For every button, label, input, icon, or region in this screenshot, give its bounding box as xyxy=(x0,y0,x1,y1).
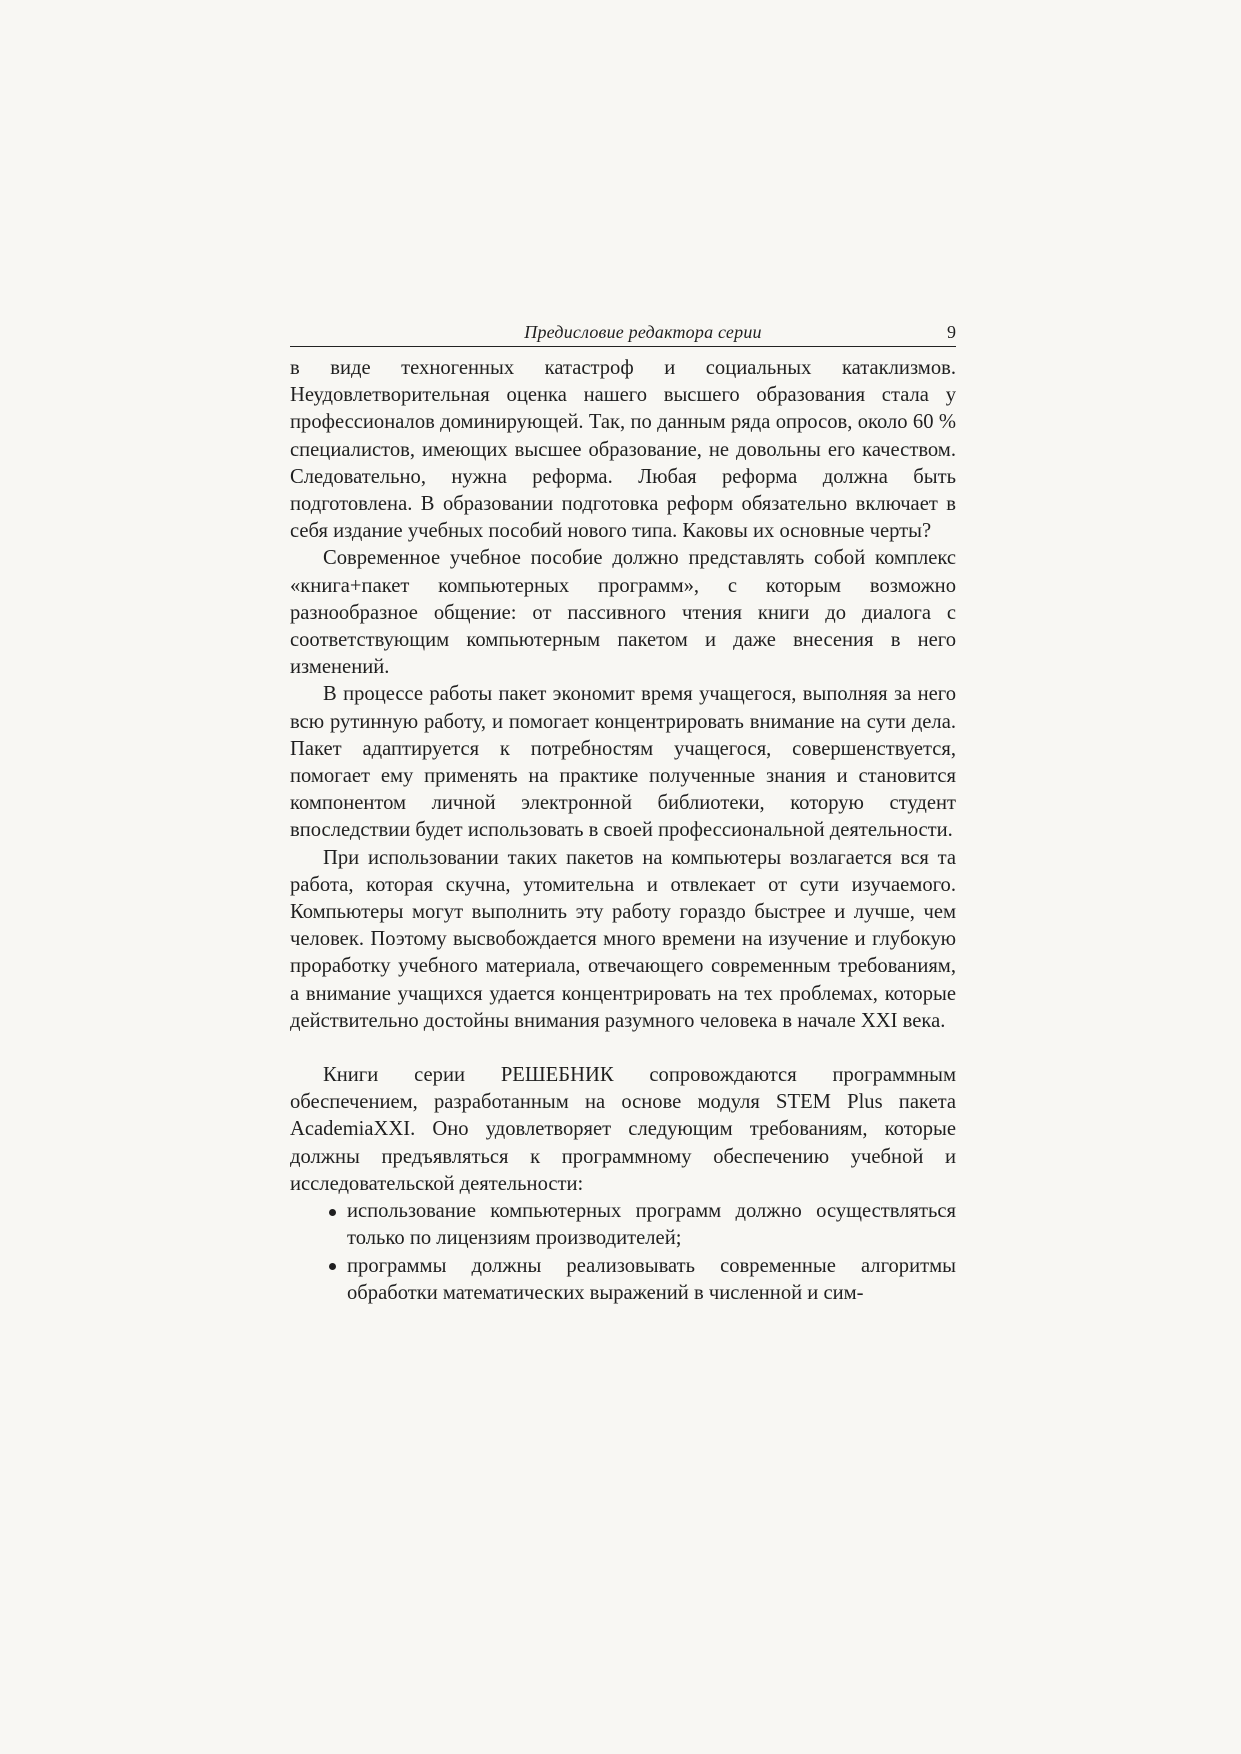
list-item xyxy=(290,1253,956,1307)
list-item-text: использование компьютерных программ должно осуществляться только по лицензиям производителей; xyxy=(347,1200,956,1250)
paragraph-continuation: в виде техногенных катастроф и социальных катаклизмов. Неудовлетворительная оценка нашего высшего образования стала у профессионалов доминирующей. Так, по данным ряда опросов, около 60 % специалистов, имеющих высшее образование, не довольны его качеством. Следовательно, нужна реформа. Любая реформа должна быть подготовлена. В образовании подготовка реформ обязательно включает в себя издание учебных пособий нового типа. Каковы их основные черты? xyxy=(290,357,956,543)
book-page xyxy=(290,322,956,1307)
paragraph-software: Книги серии РЕШЕБНИК сопровождаются программным обеспечением, разработанным на основе модуля STEM Plus пакета AcademiaXXI. Оно удовлетворяет следующим требованиям, которые должны предъявляться к программному обеспечению учебной и исследовательской деятельности: xyxy=(290,1064,956,1195)
running-head xyxy=(290,322,956,347)
running-title: Предисловие редактора серии xyxy=(524,322,762,342)
page-content xyxy=(290,355,956,1307)
page-number: 9 xyxy=(947,322,956,342)
paragraph: Современное учебное пособие должно представлять собой комплекс «книга+пакет компьютерных программ», с которым возможно разнообразное общение: от пассивного чтения книги до диалога с соответствующим компьютерным пакетом и даже внесения в него изменений. xyxy=(290,547,956,679)
bullet-icon xyxy=(325,1198,339,1225)
requirements-list xyxy=(290,1198,956,1307)
paragraph: При использовании таких пакетов на компьютеры возлагается вся та работа, которая скучна, утомительна и отвлекает от сути изучаемого. Компьютеры могут выполнить эту работу гораздо быстрее и лучше, чем человек. Поэтому высвобождается много времени на изучение и глубокую проработку учебного материала, отвечающего современным требованиям, а внимание учащихся удается концентрировать на тех проблемах, которые действительно достойны внимания разумного человека в начале XXI века. xyxy=(290,846,956,1032)
bullet-icon xyxy=(325,1253,339,1280)
paragraph: В процессе работы пакет экономит время учащегося, выполняя за него всю рутинную работу, и помогает концентрировать внимание на сути дела. Пакет адаптируется к потребностям учащегося, совершенствуется, помогает ему применять на практике полученные знания и становится компонентом личной электронной библиотеки, которую студент впоследствии будет использовать в своей профессиональной деятельности. xyxy=(290,683,956,842)
list-item-text: программы должны реализовывать современные алгоритмы обработки математических выражений в численной и сим- xyxy=(347,1254,956,1304)
list-item xyxy=(290,1198,956,1252)
